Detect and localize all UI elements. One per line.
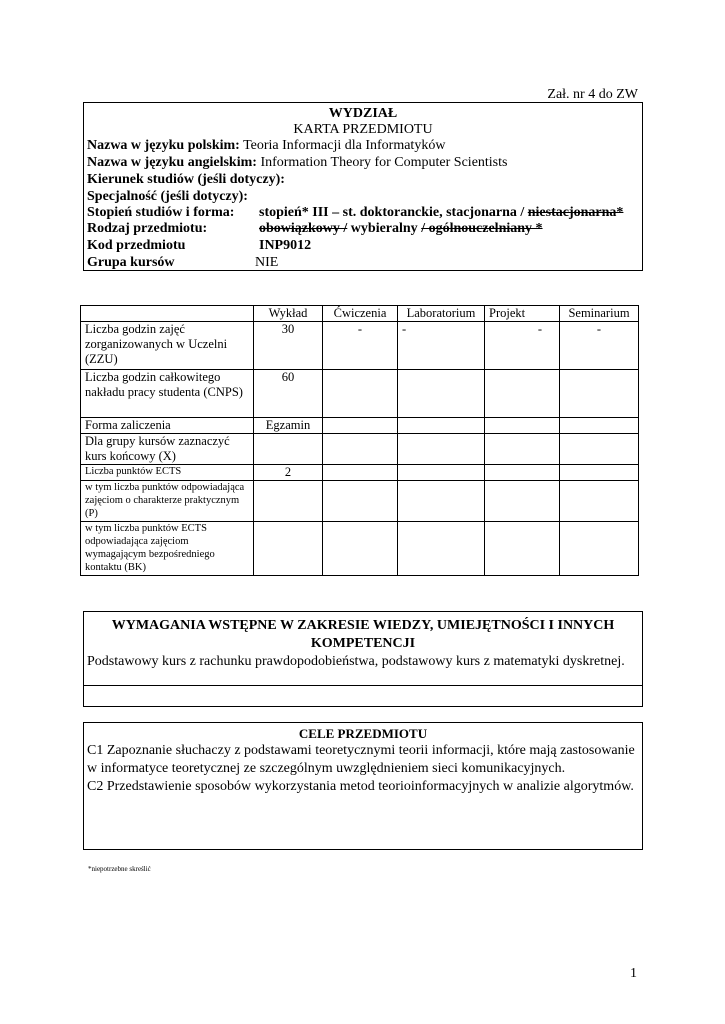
table-cell [485, 370, 560, 418]
attachment-note: Zał. nr 4 do ZW [547, 87, 638, 102]
table-cell: - [485, 322, 560, 370]
table-cell: Egzamin [254, 418, 323, 434]
kierunek-label: Kierunek studiów (jeśli dotyczy): [87, 172, 285, 187]
goal-c1: C1 Zapoznanie słuchaczy z podstawami teoretycznymi teorii informacji, które mają zastosowanie w informatyce teoretycznej ze szczególnym uwzględnieniem sieci komunikacyjnych. [87, 743, 635, 776]
table-cell [323, 434, 398, 465]
table-cell [560, 522, 639, 576]
name-en-row [87, 155, 507, 171]
specjalnosc-row [87, 189, 248, 205]
stopien-text: stopień* III – st. doktoranckie, stacjonarna / [259, 205, 528, 220]
name-pl-value: Teoria Informacji dla Informatyków [243, 138, 446, 153]
row-label: Liczba godzin zajęć zorganizowanych w Uczelni (ZZU) [81, 322, 254, 370]
kod-label: Kod przedmiotu [87, 238, 186, 253]
table-cell [485, 522, 560, 576]
row-label: Forma zaliczenia [81, 418, 254, 434]
table-cell [398, 434, 485, 465]
table-cell [398, 481, 485, 522]
table-row [81, 322, 639, 370]
table-cell [254, 434, 323, 465]
column-header: Laboratorium [398, 306, 485, 322]
name-pl-row [87, 138, 445, 154]
table-cell: 30 [254, 322, 323, 370]
table-cell [398, 370, 485, 418]
name-en-label: Nazwa w języku angielskim: [87, 155, 257, 170]
goals-heading: CELE PRZEDMIOTU [298, 726, 428, 741]
stopien-row [87, 205, 624, 221]
table-cell [485, 465, 560, 481]
column-header: Ćwiczenia [323, 306, 398, 322]
table-cell: - [398, 322, 485, 370]
table-row [81, 481, 639, 522]
name-en-value: Information Theory for Computer Scientists [260, 155, 508, 170]
table-row [81, 370, 639, 418]
table-cell [323, 481, 398, 522]
rodzaj-row [87, 221, 543, 237]
table-row [81, 434, 639, 465]
table-cell [398, 418, 485, 434]
table-cell [485, 434, 560, 465]
table-row [81, 418, 639, 434]
table-cell [323, 465, 398, 481]
course-card-header [83, 102, 643, 271]
table-cell [323, 370, 398, 418]
table-cell [560, 481, 639, 522]
grupa-row [87, 255, 279, 271]
table-cell [323, 522, 398, 576]
row-label: Liczba godzin całkowitego nakładu pracy studenta (CNPS) [81, 370, 254, 418]
table-cell [560, 418, 639, 434]
table-cell [398, 522, 485, 576]
name-pl-label: Nazwa w języku polskim: [87, 138, 240, 153]
table-row [81, 465, 639, 481]
rodzaj-label: Rodzaj przedmiotu: [87, 221, 208, 236]
hours-table [80, 305, 639, 576]
rodzaj-text: wybieralny [347, 221, 422, 236]
column-header: Projekt [485, 306, 560, 322]
stopien-value [259, 205, 623, 221]
table-cell [398, 465, 485, 481]
table-header-row [81, 306, 639, 322]
table-cell [254, 522, 323, 576]
faculty-title: WYDZIAŁ [328, 106, 398, 121]
goal-c2: C2 Przedstawienie sposobów wykorzystania metod teorioinformacyjnych w analizie algorytmów. [87, 779, 634, 794]
table-cell [485, 481, 560, 522]
kierunek-row [87, 172, 285, 188]
table-cell: - [323, 322, 398, 370]
header-empty-cell [81, 306, 254, 322]
table-cell [485, 418, 560, 434]
section-divider [84, 685, 642, 686]
table-cell [254, 481, 323, 522]
table-cell [560, 434, 639, 465]
row-label: w tym liczba punktów odpowiadająca zajęciom o charakterze praktycznym (P) [81, 481, 254, 522]
table-cell: - [560, 322, 639, 370]
row-label: w tym liczba punktów ECTS odpowiadająca zajęciom wymagającym bezpośredniego kontaktu (BK) [81, 522, 254, 576]
rodzaj-struck-1: obowiązkowy / [259, 221, 348, 236]
prerequisites-text: Podstawowy kurs z rachunku prawdopodobieństwa, podstawowy kurs z matematyki dyskretnej. [87, 654, 625, 669]
column-header: Seminarium [560, 306, 639, 322]
kod-value: INP9012 [259, 238, 312, 253]
rodzaj-value [259, 221, 543, 237]
table-cell [560, 370, 639, 418]
goals-text [87, 742, 637, 796]
grupa-value: NIE [255, 255, 279, 270]
prerequisites-section [83, 611, 643, 707]
kod-row [87, 238, 312, 254]
card-subtitle: KARTA PRZEDMIOTU [293, 122, 433, 137]
row-label: Dla grupy kursów zaznaczyć kurs końcowy (X) [81, 434, 254, 465]
table-cell: 60 [254, 370, 323, 418]
specjalnosc-label: Specjalność (jeśli dotyczy): [87, 189, 248, 204]
column-header: Wykład [254, 306, 323, 322]
course-goals-section [83, 722, 643, 850]
rodzaj-struck-2: / ogólnouczelniany * [421, 221, 543, 236]
page-number: 1 [630, 966, 637, 981]
table-row [81, 522, 639, 576]
grupa-label: Grupa kursów [87, 255, 175, 270]
stopien-struck: niestacjonarna* [527, 205, 624, 220]
table-cell: 2 [254, 465, 323, 481]
table-cell [323, 418, 398, 434]
footnote: *niepotrzebne skreślić [88, 865, 151, 873]
stopien-label: Stopień studiów i forma: [87, 205, 235, 220]
row-label: Liczba punktów ECTS [81, 465, 254, 481]
table-cell [560, 465, 639, 481]
prerequisites-heading: WYMAGANIA WSTĘPNE W ZAKRESIE WIEDZY, UMIEJĘTNOŚCI I INNYCH KOMPETENCJI [111, 618, 615, 651]
